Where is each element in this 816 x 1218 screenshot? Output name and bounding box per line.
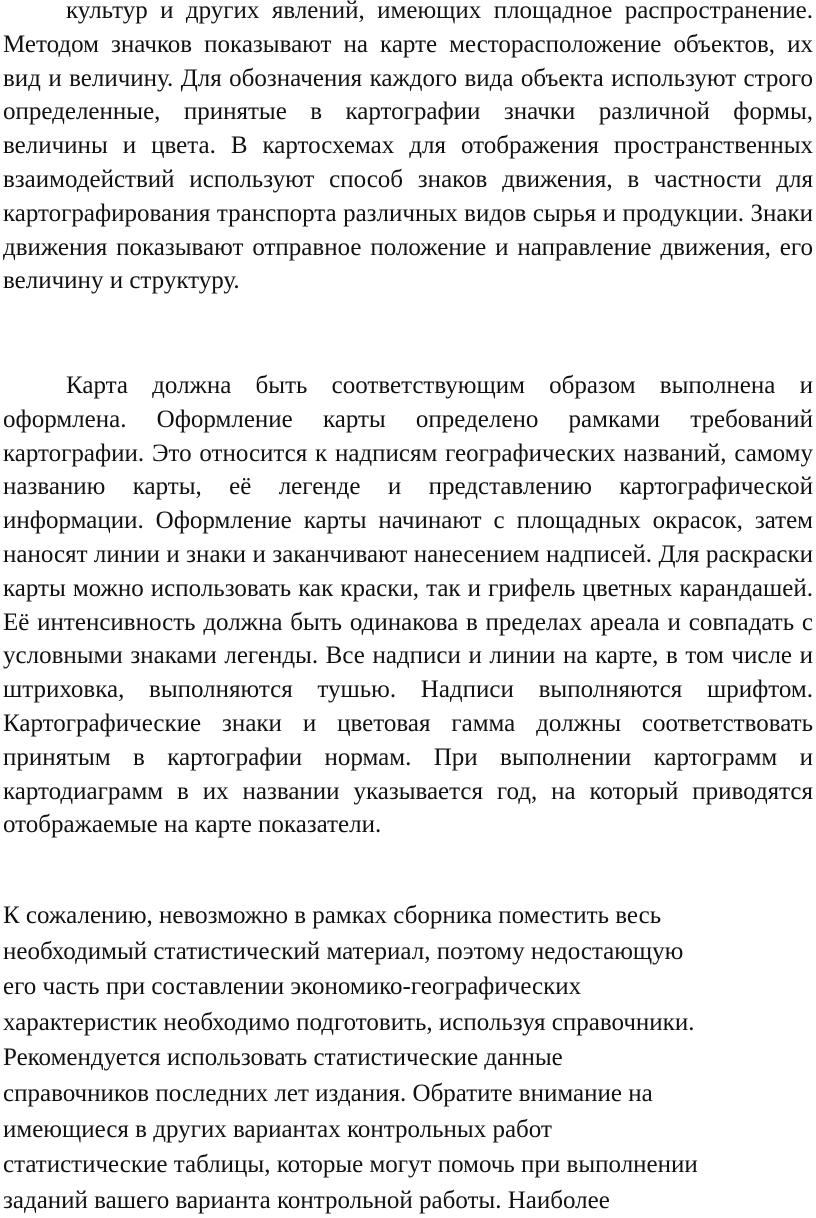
text-line: заданий вашего варианта контрольной работы. Наиболее bbox=[3, 1186, 610, 1214]
text-line: статистические таблицы, которые могут помочь при выполнении bbox=[3, 1151, 698, 1179]
text-line: его часть при составлении экономико-географических bbox=[3, 973, 582, 1001]
text-line: характеристик необходимо подготовить, используя справочники. bbox=[3, 1008, 695, 1036]
paragraph-map-symbols: культур и других явлений, имеющих площадное распространение. Методом значков показывают на карте месторасположение объектов, их вид и величину. Для обозначения каждого вида объекта используют строго определенные, принятые в картографии значки различной формы, величины и цвета. В картосхемах для отображения пространственных взаимодействий используют способ знаков движения, в частности для картографирования транспорта различных видов сырья и продукции. Знаки движения показывают отправное положение и направление движения, его величину и структуру. bbox=[3, 0, 813, 295]
text-line: справочников последних лет издания. Обратите внимание на bbox=[3, 1079, 653, 1107]
text-line: необходимый статистический материал, поэтому недостающую bbox=[3, 937, 684, 965]
paragraph-statistics-note bbox=[3, 898, 813, 1218]
text-line: К сожалению, невозможно в рамках сборника поместить весь bbox=[3, 902, 662, 929]
paragraph-map-design: Карта должна быть соответствующим образом выполнена и оформлена. Оформление карты определено рамками требований картографии. Это относится к надписям географических названий, самому названию карты, её легенде и представлению картографической информации. Оформление карты начинают с площадных окрасок, затем наносят линии и знаки и заканчивают нанесением надписей. Для раскраски карты можно использовать как краски, так и грифель цветных карандашей. Её интенсивность должна быть одинакова в пределах ареала и совпадать с условными знаками легенды. Все надписи и линии на карте, в том числе и штриховка, выполняются тушью. Надписи выполняются шрифтом. Картографические знаки и цветовая гамма должны соответствовать принятым в картографии нормам. При выполнении картограмм и картодиаграмм в их названии указывается год, на который приводятся отображаемые на карте показатели. bbox=[3, 372, 813, 839]
text-line: имеющиеся в других вариантах контрольных работ bbox=[3, 1115, 552, 1143]
text-line: Рекомендуется использовать статистические данные bbox=[3, 1044, 563, 1072]
